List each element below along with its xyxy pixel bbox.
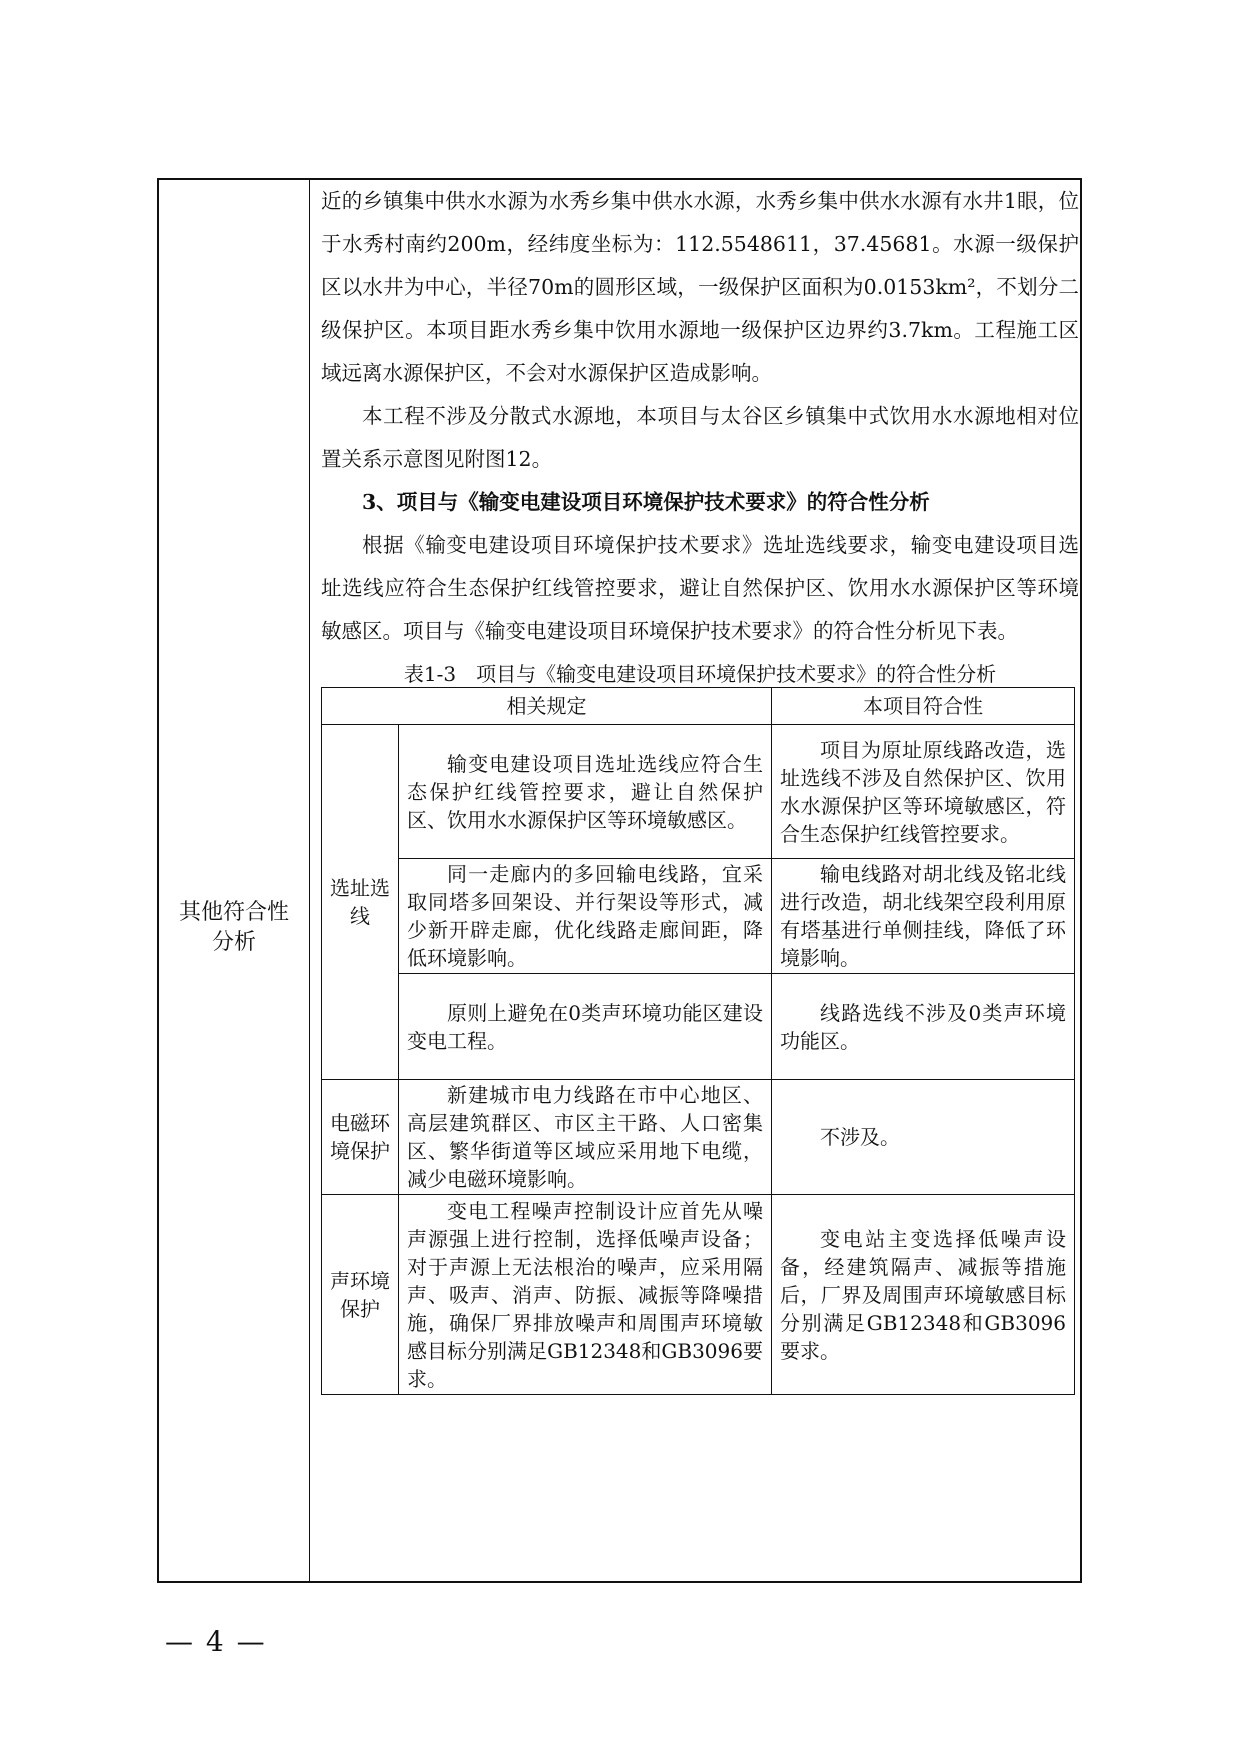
- category-electromagnetic: 电磁环境保护: [322, 1080, 399, 1195]
- table-header-row: [322, 688, 1075, 725]
- requirement-cell: 变电工程噪声控制设计应首先从噪声源强上进行控制，选择低噪声设备；对于声源上无法根治的噪声，应采用隔声、吸声、消声、防振、减振等降噪措施，确保厂界排放噪声和周围声环境敏感目标分别满足GB12348和GB3096要求。: [399, 1195, 772, 1395]
- section-heading: 3、项目与《输变电建设项目环境保护技术要求》的符合性分析: [362, 490, 930, 514]
- main-frame: [157, 178, 1082, 1583]
- compliance-cell: 线路选线不涉及0类声环境功能区。: [772, 974, 1075, 1080]
- column-divider: [309, 180, 310, 1581]
- table-row: [322, 1080, 1075, 1195]
- intro-paragraph: 根据《输变电建设项目环境保护技术要求》选址选线要求，输变电建设项目选址选线应符合生态保护红线管控要求，避让自然保护区、饮用水水源保护区等环境敏感区。项目与《输变电建设项目环境保护技术要求》的符合性分析见下表。: [321, 533, 1079, 643]
- requirement-cell: 输变电建设项目选址选线应符合生态保护红线管控要求，避让自然保护区、饮用水水源保护区等环境敏感区。: [399, 725, 772, 859]
- paragraph-scattered-source: 本工程不涉及分散式水源地，本项目与太谷区乡镇集中式饮用水水源地相对位置关系示意图见附图12。: [321, 404, 1079, 471]
- compliance-table: [321, 687, 1075, 1395]
- page-number: — 4 —: [165, 1625, 267, 1658]
- header-regulation: 相关规定: [322, 688, 772, 725]
- requirement-cell: 新建城市电力线路在市中心地区、高层建筑群区、市区主干路、人口密集区、繁华街道等区域应采用地下电缆，减少电磁环境影响。: [399, 1080, 772, 1195]
- header-compliance: 本项目符合性: [772, 688, 1075, 725]
- compliance-cell: 输电线路对胡北线及铭北线进行改造，胡北线架空段利用原有塔基进行单侧挂线，降低了环境影响。: [772, 859, 1075, 974]
- table-row: [322, 725, 1075, 859]
- category-site-selection: 选址选线: [322, 725, 399, 1080]
- requirement-cell: 同一走廊内的多回输电线路，宜采取同塔多回架设、并行架设等形式，减少新开辟走廊，优化线路走廊间距，降低环境影响。: [399, 859, 772, 974]
- requirement-cell: 原则上避免在0类声环境功能区建设变电工程。: [399, 974, 772, 1080]
- paragraph-water-source: 近的乡镇集中供水水源为水秀乡集中供水水源，水秀乡集中供水水源有水井1眼，位于水秀村南约200m，经纬度坐标为：112.5548611，37.45681。水源一级保护区以水井为中心，半径70m的圆形区域，一级保护区面积为0.0153km²，不划分二级保护区。本项目距水秀乡集中饮用水源地一级保护区边界约3.7km。工程施工区域远离水源保护区，不会对水源保护区造成影响。: [321, 189, 1079, 385]
- table-row: [322, 974, 1075, 1080]
- category-acoustic: 声环境保护: [322, 1195, 399, 1395]
- table-row: [322, 859, 1075, 974]
- compliance-cell: 变电站主变选择低噪声设备，经建筑隔声、减振等措施后，厂界及周围声环境敏感目标分别满足GB12348和GB3096要求。: [772, 1195, 1075, 1395]
- compliance-cell: 项目为原址原线路改造，选址选线不涉及自然保护区、饮用水水源保护区等环境敏感区，符合生态保护红线管控要求。: [772, 725, 1075, 859]
- compliance-cell: 不涉及。: [772, 1080, 1075, 1195]
- side-label: 其他符合性分析: [179, 900, 290, 955]
- table-row: [322, 1195, 1075, 1395]
- content-area: [321, 180, 1079, 1395]
- table-caption: 表1-3 项目与《输变电建设项目环境保护技术要求》的符合性分析: [403, 662, 997, 686]
